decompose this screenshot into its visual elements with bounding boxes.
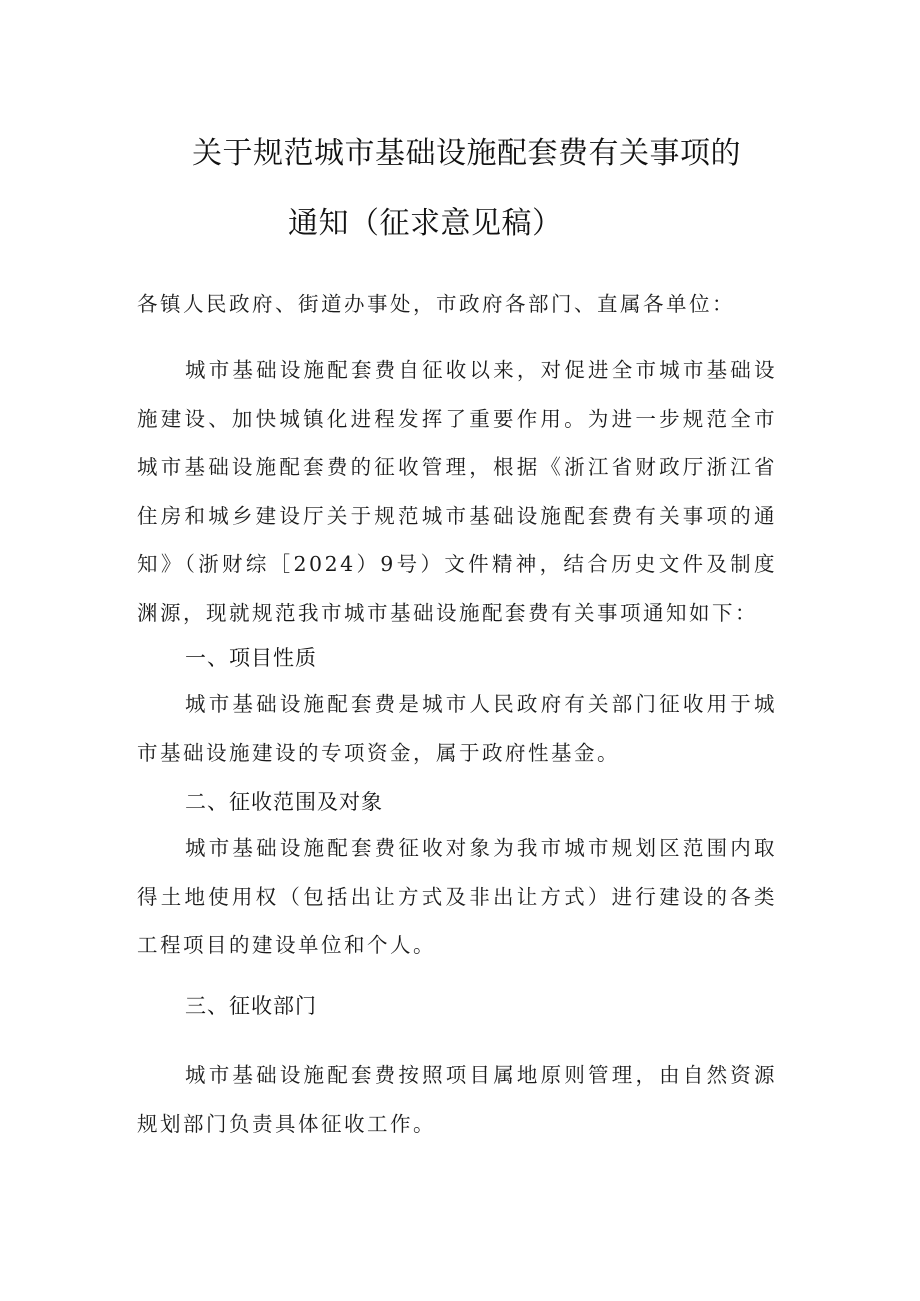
section-body-nature: 城市基础设施配套费是城市人民政府有关部门征收用于城市基础设施建设的专项资金，属于政府性基金。 [137, 692, 777, 765]
section-heading-nature: 一、项目性质 [185, 646, 317, 670]
section-heading-scope: 二、征收范围及对象 [185, 790, 383, 814]
document-title-line-2: 通知（征求意见稿） [288, 206, 563, 241]
section-body-scope: 城市基础设施配套费征收对象为我市城市规划区范围内取得土地使用权（包括出让方式及非出让方式）进行建设的各类工程项目的建设单位和个人。 [137, 836, 777, 957]
section-body-department: 城市基础设施配套费按照项目属地原则管理，由自然资源规划部门负责具体征收工作。 [137, 1063, 777, 1136]
document-title-line-1: 关于规范城市基础设施配套费有关事项的 [192, 136, 741, 171]
salutation: 各镇人民政府、街道办事处，市政府各部门、直属各单位： [137, 292, 735, 316]
intro-paragraph: 城市基础设施配套费自征收以来，对促进全市城市基础设施建设、加快城镇化进程发挥了重要作用。为进一步规范全市城市基础设施配套费的征收管理，根据《浙江省财政厅浙江省住房和城乡建设厅关于规范城市基础设施配套费有关事项的通知》（浙财综［2024）9号）文件精神，结合历史文件及制度渊源，现就规范我市城市基础设施配套费有关事项通知如下： [137, 358, 777, 625]
section-heading-department: 三、征收部门 [185, 994, 317, 1018]
